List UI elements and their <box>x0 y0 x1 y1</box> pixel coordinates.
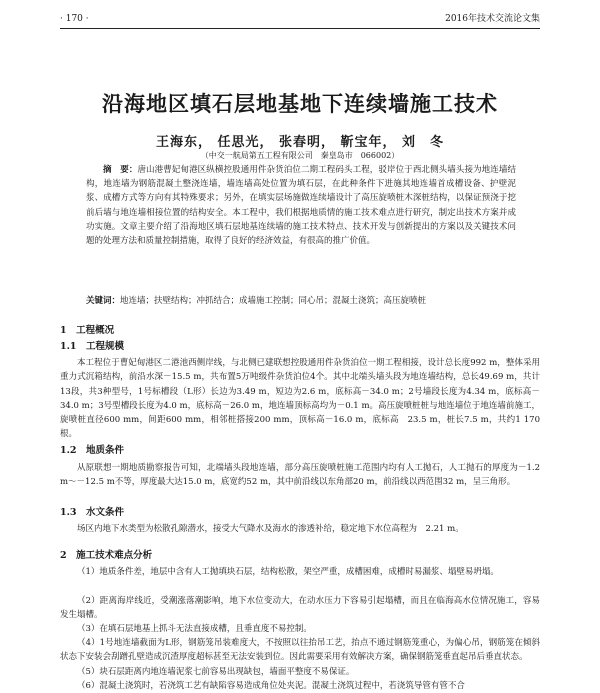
body-paragraph: 本工程位于曹妃甸港区二港池西侧岸线，与北侧已建联想控股通用件杂货泊位一期工程相接，设计总长度992 m，整体采用重力式沉箱结构，前沿水深－15.5 m，共布置5万吨级件杂货泊位4个。其中北端头墙头段为地连墙结构，总长49.69 m，共计13段，共3种型号，1号标槽段（L形）长边为3.49 m，短边为2.6 m，底标高－34.0 m；2号墙段长度为4.34 m，底标高－34.0 m；3号型槽段长度为4.0 m，底标高－26.0 m，地连墙顶标高均为－0.1 m。高压旋喷桩桩与地连墙位于地连墙前施工，旋喷桩直径600 mm，间距600 mm，相邻桩搭接200 mm，顶标高－16.0 m，底标高 23.5 m，桩长7.5 m，共约1 170根。 <box>60 358 540 440</box>
abstract-text: 唐山港曹妃甸港区纵横控股通用件杂货泊位二期工程码头工程，驳岸位于西北侧头墙头接为地连墙结构，地连墙为钢筋混凝土整浇连墙，墙连墙高处位置为填石层，在此种条件下进施其地连墙首成槽设备、护壁泥浆、成槽方式等方向有其特殊要求；另外，在填实层场施做连续墙设计了高压旋喷桩木深桩结构，以保证预浇于挖前后墙与地连墙相接位置的结构安全。本工程中，我们根据地质情的施工技术难点进行研究，制定出技术方案并成功实施。文章主要介绍了沿海地区填石层地基连续墙的施工技术特点、技术开发与创新提出的方案以及关键技术问题的处理方法和质量控制措施，取得了良好的经济效益，有很高的推广价值。 <box>86 165 516 247</box>
abstract-label: 摘 要： <box>103 165 138 175</box>
subsection-heading: 1.1 工程规模 <box>60 341 125 352</box>
page-number: · 170 · <box>60 14 89 24</box>
body-paragraph: 从原联想一期地质勘察报告可知，北端墙头段地连墙，部分高压旋喷桩施工范围内均有人工抛石，人工抛石的厚度为－1.2 m～－12.5 m不等，厚度最大达15.0 m，底宽约52 m，其中前沿线以东角部20 m，前沿线以西范围32 m，呈三角形。 <box>60 463 540 488</box>
section-heading: 1 工程概况 <box>60 325 115 336</box>
list-item: （5）块石层距离内地连墙泥浆七前容易出现缺包，墙面平整度不易保证。 <box>77 667 355 677</box>
keywords-text: 地连墙；扶壁结构；冲抓结合；成墙施工控制；同心吊；混凝土浇筑；高压旋喷桩 <box>120 296 427 306</box>
section-1-heading-block <box>60 323 540 355</box>
list-item: （3）在填石层地基上抓斗无法直接成槽，且垂直度不易控制。 <box>77 624 312 634</box>
list-item: （1）地质条件差，地层中含有人工抛填块石层，结构松散，架空严重，成槽困难，成槽时易漏浆、塌壁易坍塌。 <box>77 567 499 577</box>
journal-name: 2016年技术交流论文集 <box>445 14 540 24</box>
list-item: （4）1号地连墙截面为L形，钢筋笼吊装难度大，不按照以往抬吊工艺，抬点不通过钢筋笼重心，为偏心吊，钢筋笼在倾斜状态下安装会刮蹭孔壁造成沉渣厚度超标甚至无法安装到位。因此需要采用有效解决方案，确保钢筋笼垂直起吊后垂直状态。 <box>60 638 540 663</box>
running-head <box>60 12 540 29</box>
body-paragraph: 场区内地下水类型为松散孔隙潜水，接受大气降水及海水的渗透补给，稳定地下水位高程为 2.21 m。 <box>77 524 464 534</box>
section-heading: 2 施工技术难点分析 <box>60 550 153 561</box>
keywords-label: 关键词： <box>86 296 121 306</box>
abstract <box>86 163 516 248</box>
paper-title: 沿海地区填石层地基地下连续墙施工技术 <box>102 91 498 116</box>
subsection-heading: 1.3 水文条件 <box>60 507 125 518</box>
affiliation: （中交一航局第五工程有限公司 秦皇岛市 066002） <box>200 151 400 160</box>
list-item: （2）距离海岸线近，受潮涨落潮影响，地下水位变动大，在动水压力下容易引起塌槽，而且在临海高水位情况施工，容易发生塌槽。 <box>60 596 540 621</box>
subsection-heading: 1.2 地质条件 <box>60 445 125 456</box>
keywords <box>86 294 516 308</box>
author-list: 王海东， 任思光， 张春明， 靳宝年， 刘 冬 <box>155 135 445 150</box>
list-item: （6）混凝土浇筑时，若浇筑工艺有缺陷容易造成角位处夹泥。混凝土浇筑过程中，若浇筑导管有管不合 <box>77 681 465 691</box>
